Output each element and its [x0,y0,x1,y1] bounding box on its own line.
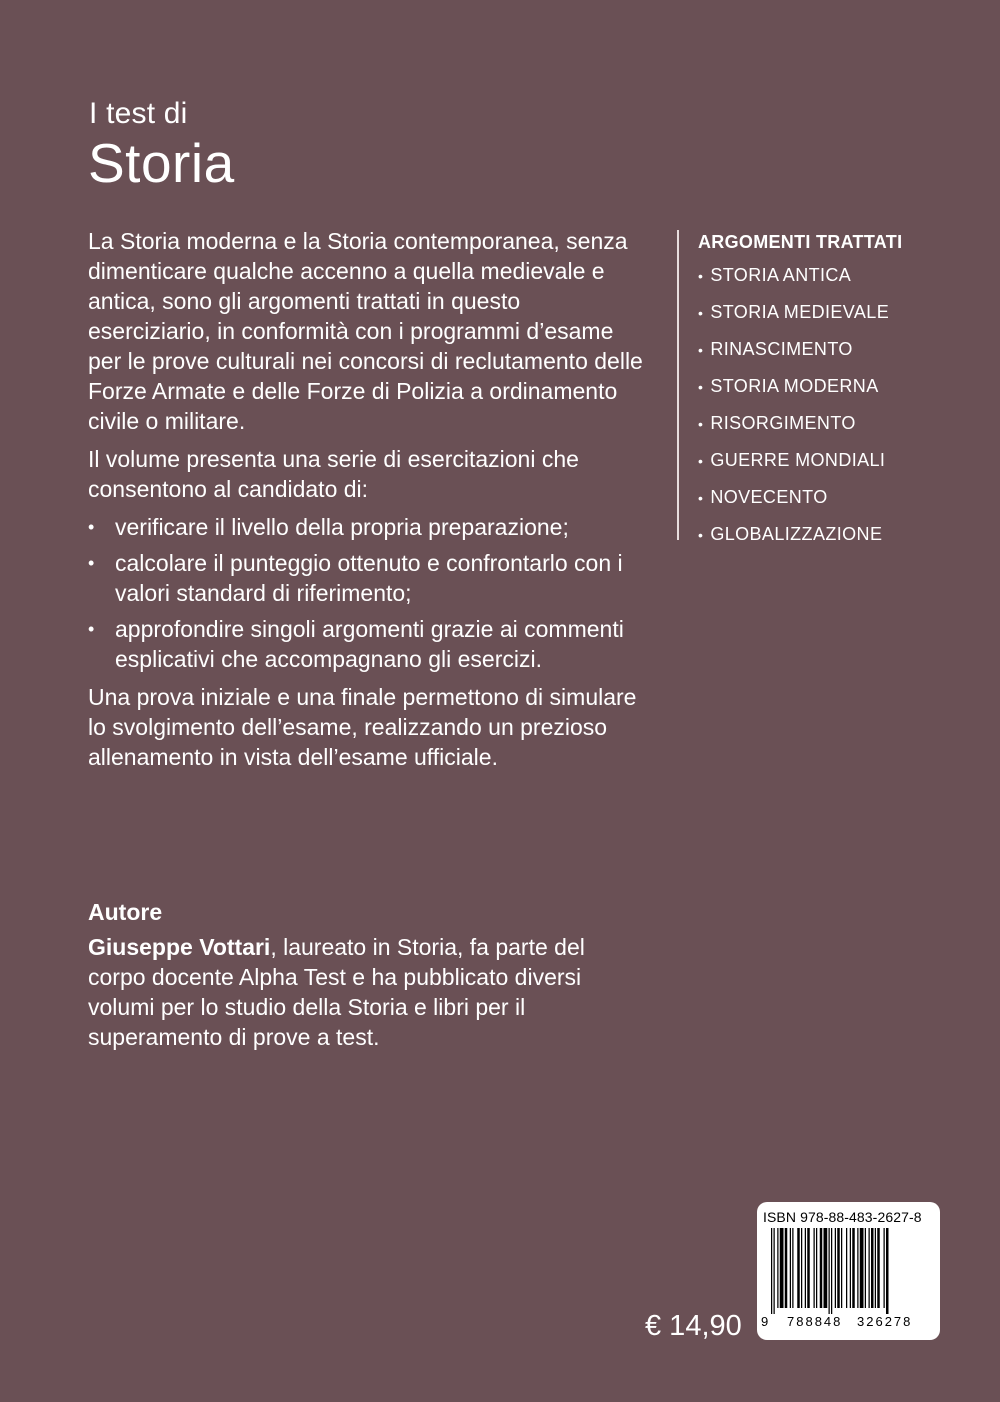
feature-text: verificare il livello della propria preparazione; [115,514,569,540]
barcode-bar [829,1228,830,1314]
barcode-bar [777,1228,778,1308]
bullet-icon: • [698,416,704,432]
barcode-bar [841,1228,842,1308]
topic-label: GLOBALIZZAZIONE [710,524,883,544]
barcode-bar [792,1228,793,1308]
barcode-bar [824,1228,828,1308]
feature-list [88,512,648,674]
barcode-bar [875,1228,876,1308]
barcode-bar [869,1228,870,1308]
barcode-bar [797,1228,800,1308]
barcode-first-digit: 9 [761,1314,769,1329]
bullet-icon: • [698,527,704,543]
title-prefix: I test di [89,97,188,130]
feature-item [88,614,648,674]
topic-item [698,448,902,473]
author-heading: Autore [88,899,163,925]
topic-item [698,522,902,547]
barcode-bar [831,1228,832,1314]
bullet-icon: • [698,268,704,284]
bullet-icon: • [698,490,704,506]
barcode-bar [801,1228,802,1308]
barcode-bar [780,1228,784,1308]
author-bio [88,932,648,1052]
topics-list [698,263,902,547]
topic-label: NOVECENTO [710,487,828,507]
topic-item [698,300,902,325]
topics-heading: ARGOMENTI TRATTATI [698,232,903,252]
barcode-bar [884,1228,885,1308]
description [88,226,648,780]
bullet-icon: • [698,342,704,358]
topic-item [698,485,902,510]
topic-label: STORIA MODERNA [710,376,879,396]
barcode-bar [835,1228,836,1308]
barcode-bar [837,1228,840,1308]
barcode-bar [865,1228,866,1308]
barcode-icon [771,1228,929,1314]
topic-label: RINASCIMENTO [710,339,853,359]
intro-paragraph-3: Una prova iniziale e una finale permettono di simulare lo svolgimento dell’esame, realizzando un prezioso allenamento in vista dell’esame ufficiale. [88,684,637,770]
barcode-bar [805,1228,806,1308]
barcode-bar [871,1228,874,1308]
intro-paragraph-2: Il volume presenta una serie di esercitazioni che consentono al candidato di: [88,446,579,502]
bullet-icon: • [698,305,704,321]
barcode-bar [790,1228,791,1308]
bullet-icon: • [698,453,704,469]
bullet-icon: • [88,619,95,639]
barcode-bar [877,1228,880,1308]
topics-sidebar [677,230,903,544]
isbn-text: ISBN 978-88-483-2627-8 [763,1209,922,1225]
barcode-group-1: 788848 [787,1314,843,1329]
bullet-icon: • [88,553,95,573]
topic-item [698,411,902,436]
barcode-bar [852,1228,855,1308]
author-bio-text: , laureato in Storia, fa parte del corpo docente Alpha Test e ha pubblicato diversi volumi per lo studio della Storia e libri per il superamento di prove a test. [88,934,585,1050]
barcode-bar [857,1228,858,1308]
barcode-bar [860,1228,864,1308]
barcode-bar [771,1228,772,1314]
feature-item [88,548,648,608]
topic-item [698,337,902,362]
barcode-bar [816,1228,817,1308]
intro-paragraph-1: La Storia moderna e la Storia contemporanea, senza dimenticare qualche accenno a quella medievale e antica, sono gli argomenti trattati in questo eserciziario, in conformità con i programmi d’esame per le prove culturali nei concorsi di reclutamento delle Forze Armate e delle Forze di Polizia a ordinamento civile o militare. [88,228,643,434]
topic-item [698,263,902,288]
barcode-group-2: 326278 [857,1314,913,1329]
topic-label: GUERRE MONDIALI [710,450,886,470]
barcode-bar [785,1228,788,1308]
price: € 14,90 [645,1310,742,1342]
topic-label: STORIA MEDIEVALE [710,302,890,322]
barcode-bar [814,1228,815,1308]
barcode-bar [850,1228,851,1308]
barcode-bar [807,1228,810,1308]
barcode-label [757,1202,940,1340]
topic-label: STORIA ANTICA [710,265,852,285]
barcode-bar [886,1228,889,1314]
barcode-bar [846,1228,847,1308]
barcode-bar [774,1228,775,1314]
barcode-bar [820,1228,823,1308]
feature-item [88,512,648,542]
bullet-icon: • [88,517,95,537]
bullet-icon: • [698,379,704,395]
feature-text: approfondire singoli argomenti grazie ai commenti esplicativi che accompagnano gli esercizi. [115,616,624,672]
author-name: Giuseppe Vottari [88,934,271,960]
book-title: Storia [88,132,235,194]
topic-label: RISORGIMENTO [710,413,856,433]
topic-item [698,374,902,399]
feature-text: calcolare il punteggio ottenuto e confrontarlo con i valori standard di riferimento; [115,550,623,606]
